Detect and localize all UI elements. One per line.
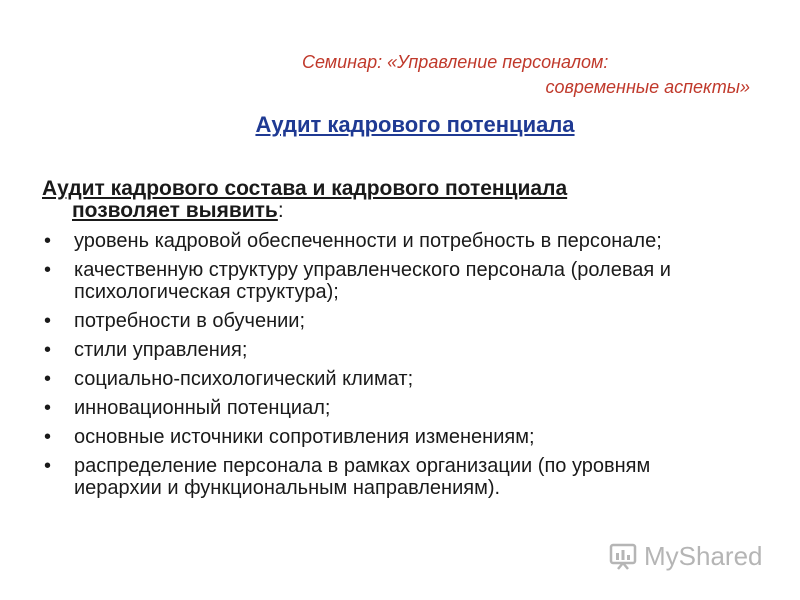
seminar-line-1: Семинар: «Управление персоналом: [302, 52, 609, 72]
bullet-icon: • [44, 397, 52, 419]
list-item [42, 339, 742, 361]
list-item [42, 230, 742, 252]
intro-paragraph [42, 178, 742, 222]
bullet-icon: • [44, 455, 52, 477]
list-item [42, 368, 742, 390]
intro-line-1: Аудит кадрового состава и кадрового потенциала [42, 177, 568, 200]
bullet-icon: • [44, 310, 52, 332]
seminar-header [300, 50, 760, 100]
list-item [42, 455, 742, 499]
list-item-text: основные источники сопротивления изменениям; [74, 426, 535, 448]
bullet-icon: • [44, 368, 52, 390]
list-item [42, 259, 742, 303]
intro-colon: : [277, 199, 284, 222]
intro-line-2-wrap [42, 200, 284, 222]
bullet-icon: • [44, 230, 52, 252]
list-item [42, 426, 742, 448]
bullet-list [42, 230, 742, 506]
page-title: Аудит кадрового потенциала [255, 112, 575, 137]
list-item-text: уровень кадровой обеспеченности и потребность в персонале; [74, 230, 662, 252]
watermark-logo [608, 538, 763, 574]
list-item [42, 397, 742, 419]
bullet-icon: • [44, 339, 52, 361]
list-item-text: потребности в обучении; [74, 310, 306, 332]
list-item-text: социально-психологический климат; [74, 368, 414, 390]
watermark-text: MyShared [644, 540, 763, 571]
seminar-line-2: современные аспекты» [545, 77, 750, 97]
intro-line-2: позволяет выявить [72, 199, 278, 222]
bullet-icon: • [44, 259, 52, 281]
list-item-text: стили управления; [74, 339, 248, 361]
list-item-text: качественную структуру управленческого персонала (ролевая и психологическая структура); [74, 259, 671, 303]
list-item [42, 310, 742, 332]
bullet-icon: • [44, 426, 52, 448]
list-item-text: распределение персонала в рамках организации (по уровням иерархии и функциональным направлениям). [74, 455, 651, 499]
list-item-text: инновационный потенциал; [74, 397, 331, 419]
myshared-logo-icon [608, 541, 638, 571]
